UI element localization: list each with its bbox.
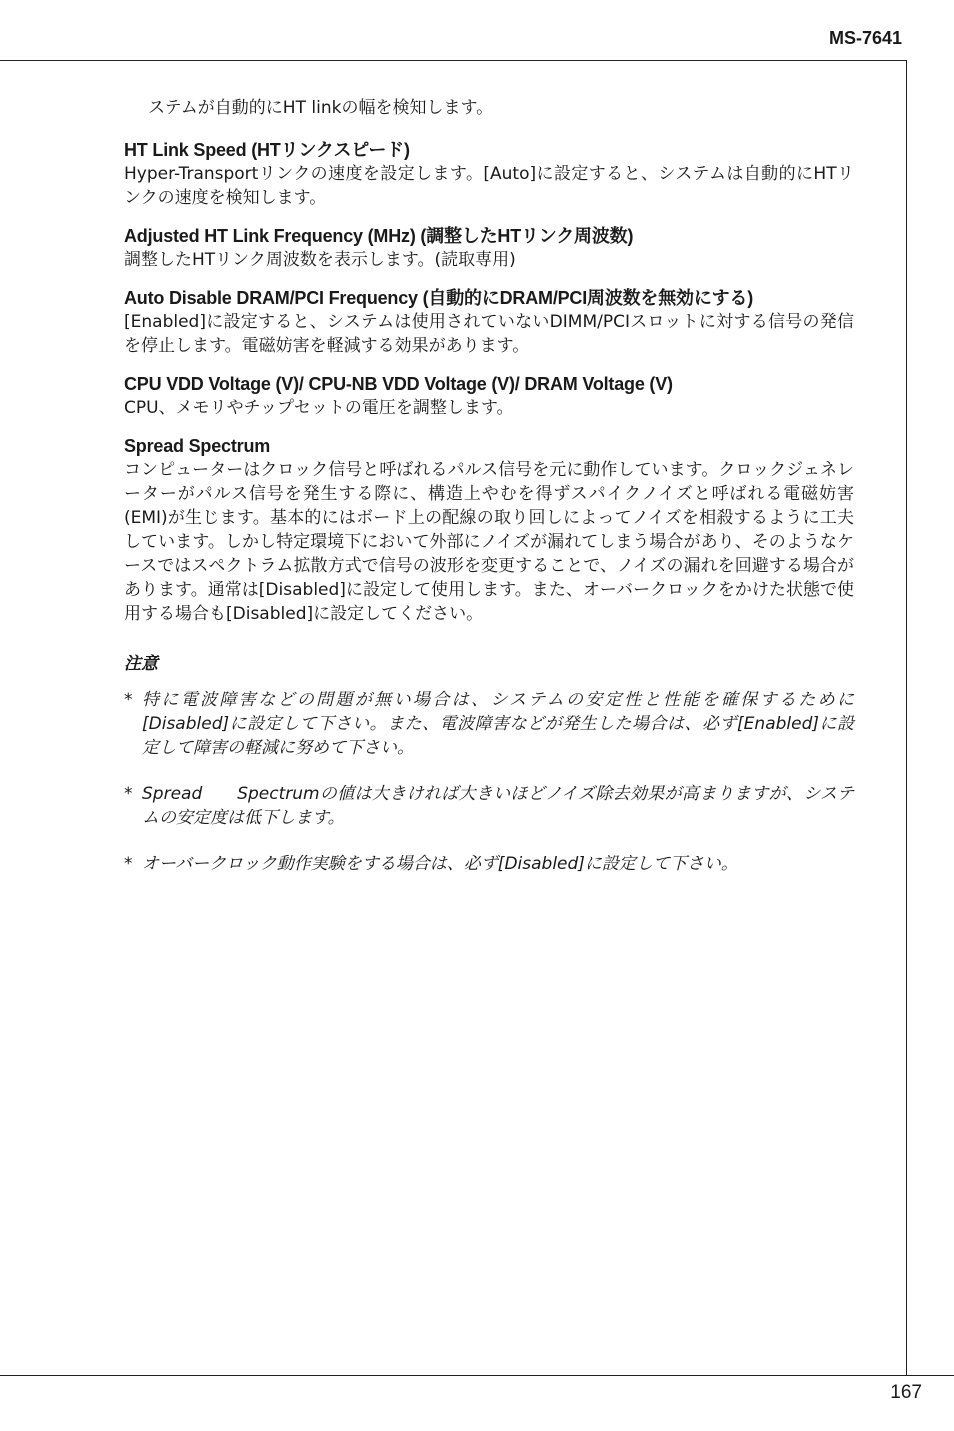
note-item [124,688,854,760]
section-title: Spread Spectrum [124,436,271,456]
section-body: コンピューターはクロック信号と呼ばれるパルス信号を元に動作しています。クロックジェネレーターがパルス信号を発生する際に、構造上やむを得ずスパイクノイズと呼ばれる電磁妨害(EMI)が生じます。基本的にはボード上の配線の取り回しによってノイズを相殺するように工夫しています。しかし特定環境下において外部にノイズが漏れてしまう場合があり、そのようなケースではスペクトラム拡散方式で信号の波形を変更することで、ノイズの漏れを回避する場合があります。通常は[Disabled]に設定して使用します。また、オーバークロックをかけた状態で使用する場合も[Disabled]に設定してください。 [124,460,854,624]
section-title: HT Link Speed (HTリンクスピード) [124,140,410,160]
note-text: 特に電波障害などの問題が無い場合は、システムの安定性と性能を確保するために[Disabled]に設定して下さい。また、電波障害などが発生した場合は、必ず[Enabled]に設定して障害の軽減に努めて下さい。 [142,690,854,758]
page-content [124,96,854,898]
section-body: [Enabled]に設定すると、システムは使用されていないDIMM/PCIスロットに対する信号の発信を停止します。電磁妨害を軽減する効果があります。 [124,312,854,356]
section-title: Adjusted HT Link Frequency (MHz) (調整したHTリンク周波数) [124,226,634,246]
footer-rule [0,1375,954,1376]
section-body: CPU、メモリやチップセットの電圧を調整します。 [124,398,514,418]
section-voltages [124,372,854,420]
notes-title: 注意 [124,654,158,674]
section-spread-spectrum [124,434,854,626]
model-number: MS-7641 [828,28,902,48]
header-rule [0,60,907,61]
note-item [124,852,854,876]
section-body: Hyper-Transportリンクの速度を設定します。[Auto]に設定すると、システムは自動的にHTリンクの速度を検知します。 [124,164,854,208]
note-text: Spread Spectrumの値は大きければ大きいほどノイズ除去効果が高まりますが、システムの安定度は低下します。 [142,784,854,828]
note-bullet: * [124,854,133,874]
section-body: 調整したHTリンク周波数を表示します。(読取専用) [124,250,516,270]
side-rule [906,60,907,1376]
lead-paragraph: ステムが自動的にHT linkの幅を検知します。 [148,98,494,118]
page-number: 167 [890,1382,922,1403]
section-title: CPU VDD Voltage (V)/ CPU-NB VDD Voltage (V)/ DRAM Voltage (V) [124,374,673,394]
note-bullet: * [124,690,133,710]
section-adjusted-ht-link-frequency [124,224,854,272]
section-title: Auto Disable DRAM/PCI Frequency (自動的にDRAM/PCI周波数を無効にする) [124,288,754,308]
notes-block [124,652,854,876]
section-ht-link-speed [124,138,854,210]
section-auto-disable-dram-pci [124,286,854,358]
note-item [124,782,854,830]
note-text: オーバークロック動作実験をする場合は、必ず[Disabled]に設定して下さい。 [142,854,738,874]
note-bullet: * [124,784,133,804]
